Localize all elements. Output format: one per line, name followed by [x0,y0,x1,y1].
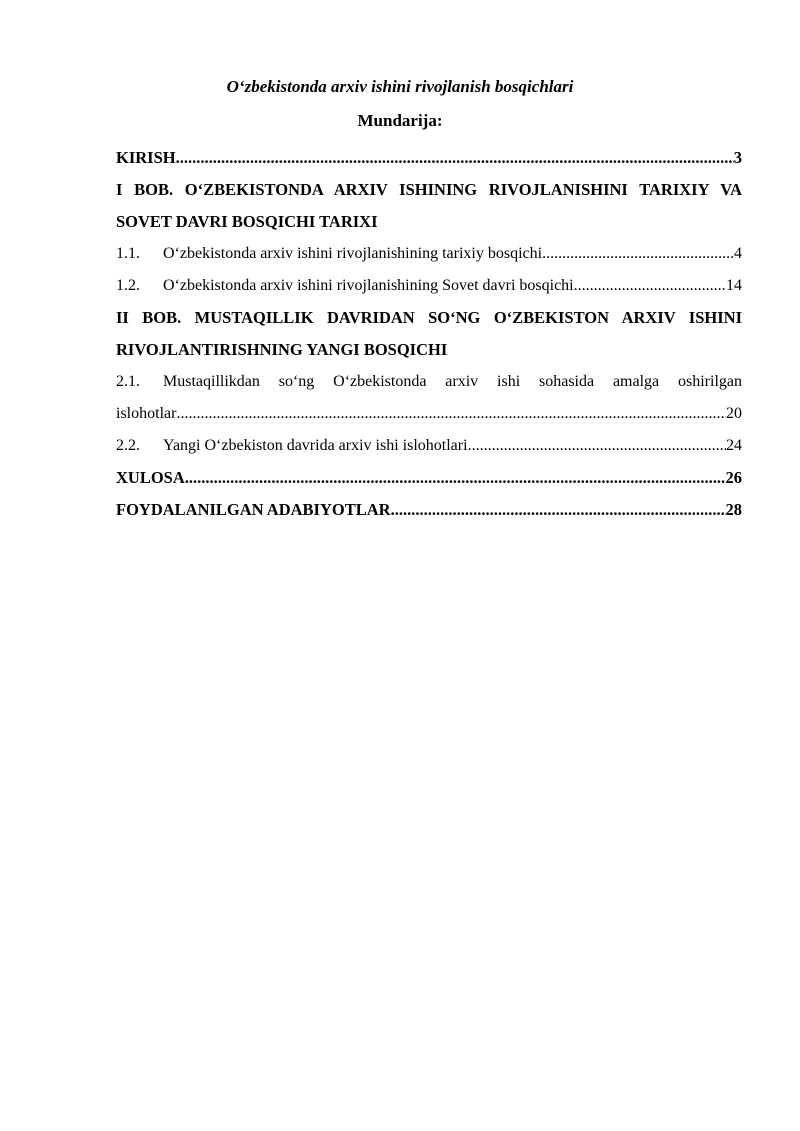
toc-section-number: 2.1. [116,373,140,390]
toc-entry-kirish[interactable] [116,142,742,174]
toc-page-number: 20 [726,405,742,422]
toc-leader-dots [542,238,734,270]
toc-entry-xulosa[interactable] [116,462,742,494]
toc-page-number: 14 [726,277,742,294]
toc-entry-adabiyotlar[interactable] [116,494,742,526]
toc-page-number: 4 [734,245,742,262]
toc-section-number: 1.2. [116,277,140,294]
toc-entry-text: O‘zbekistonda arxiv ishini rivojlanishining tarixiy bosqichi [163,245,543,262]
toc-entry-1-1[interactable] [116,238,742,270]
toc-leader-dots [176,142,734,174]
toc-leader-dots [468,430,726,462]
toc-heading: Mundarija: [357,111,443,130]
toc-entry-2-2[interactable] [116,430,742,462]
toc-chapter-1[interactable]: I BOB. O‘ZBEKISTONDA ARXIV ISHINING RIVOJLANISHINI TARIXIY VA SOVET DAVRI BOSQICHI TARIXI [116,180,742,231]
toc-page-number: 3 [733,148,742,167]
toc-leader-dots [391,494,726,526]
toc-entry-text: FOYDALANILGAN ADABIYOTLAR [116,500,391,519]
toc-leader-dots [574,270,726,302]
toc-entry-text: Mustaqillikdan so‘ng O‘zbekistonda arxiv ishi sohasida amalga oshirilgan [163,373,742,390]
toc-section-number: 2.2. [116,437,140,454]
toc-entry-text: O‘zbekistonda arxiv ishini rivojlanishining Sovet davri bosqichi [163,277,574,294]
toc-leader-dots [185,462,726,494]
toc-entry-1-2[interactable] [116,270,742,302]
toc-section-number: 1.1. [116,245,140,262]
toc-entry-text-continued: islohotlar [116,405,177,422]
toc-entry-text: Yangi O‘zbekiston davrida arxiv ishi islohotlari [163,437,468,454]
toc-page-number: 26 [725,468,742,487]
toc-page-number: 24 [726,437,742,454]
toc-page-number: 28 [725,500,742,519]
toc-entry-text: XULOSA [116,468,185,487]
toc-entry-2-1[interactable] [116,366,742,430]
toc-leader-dots [176,398,726,430]
toc-chapter-2[interactable]: II BOB. MUSTAQILLIK DAVRIDAN SO‘NG O‘ZBEKISTON ARXIV ISHINI RIVOJLANTIRISHNING YANGI BOSQICHI [116,308,742,359]
document-title: O‘zbekistonda arxiv ishini rivojlanish bosqichlari [226,77,574,96]
toc-entry-text: KIRISH [116,148,176,167]
table-of-contents [116,142,742,526]
